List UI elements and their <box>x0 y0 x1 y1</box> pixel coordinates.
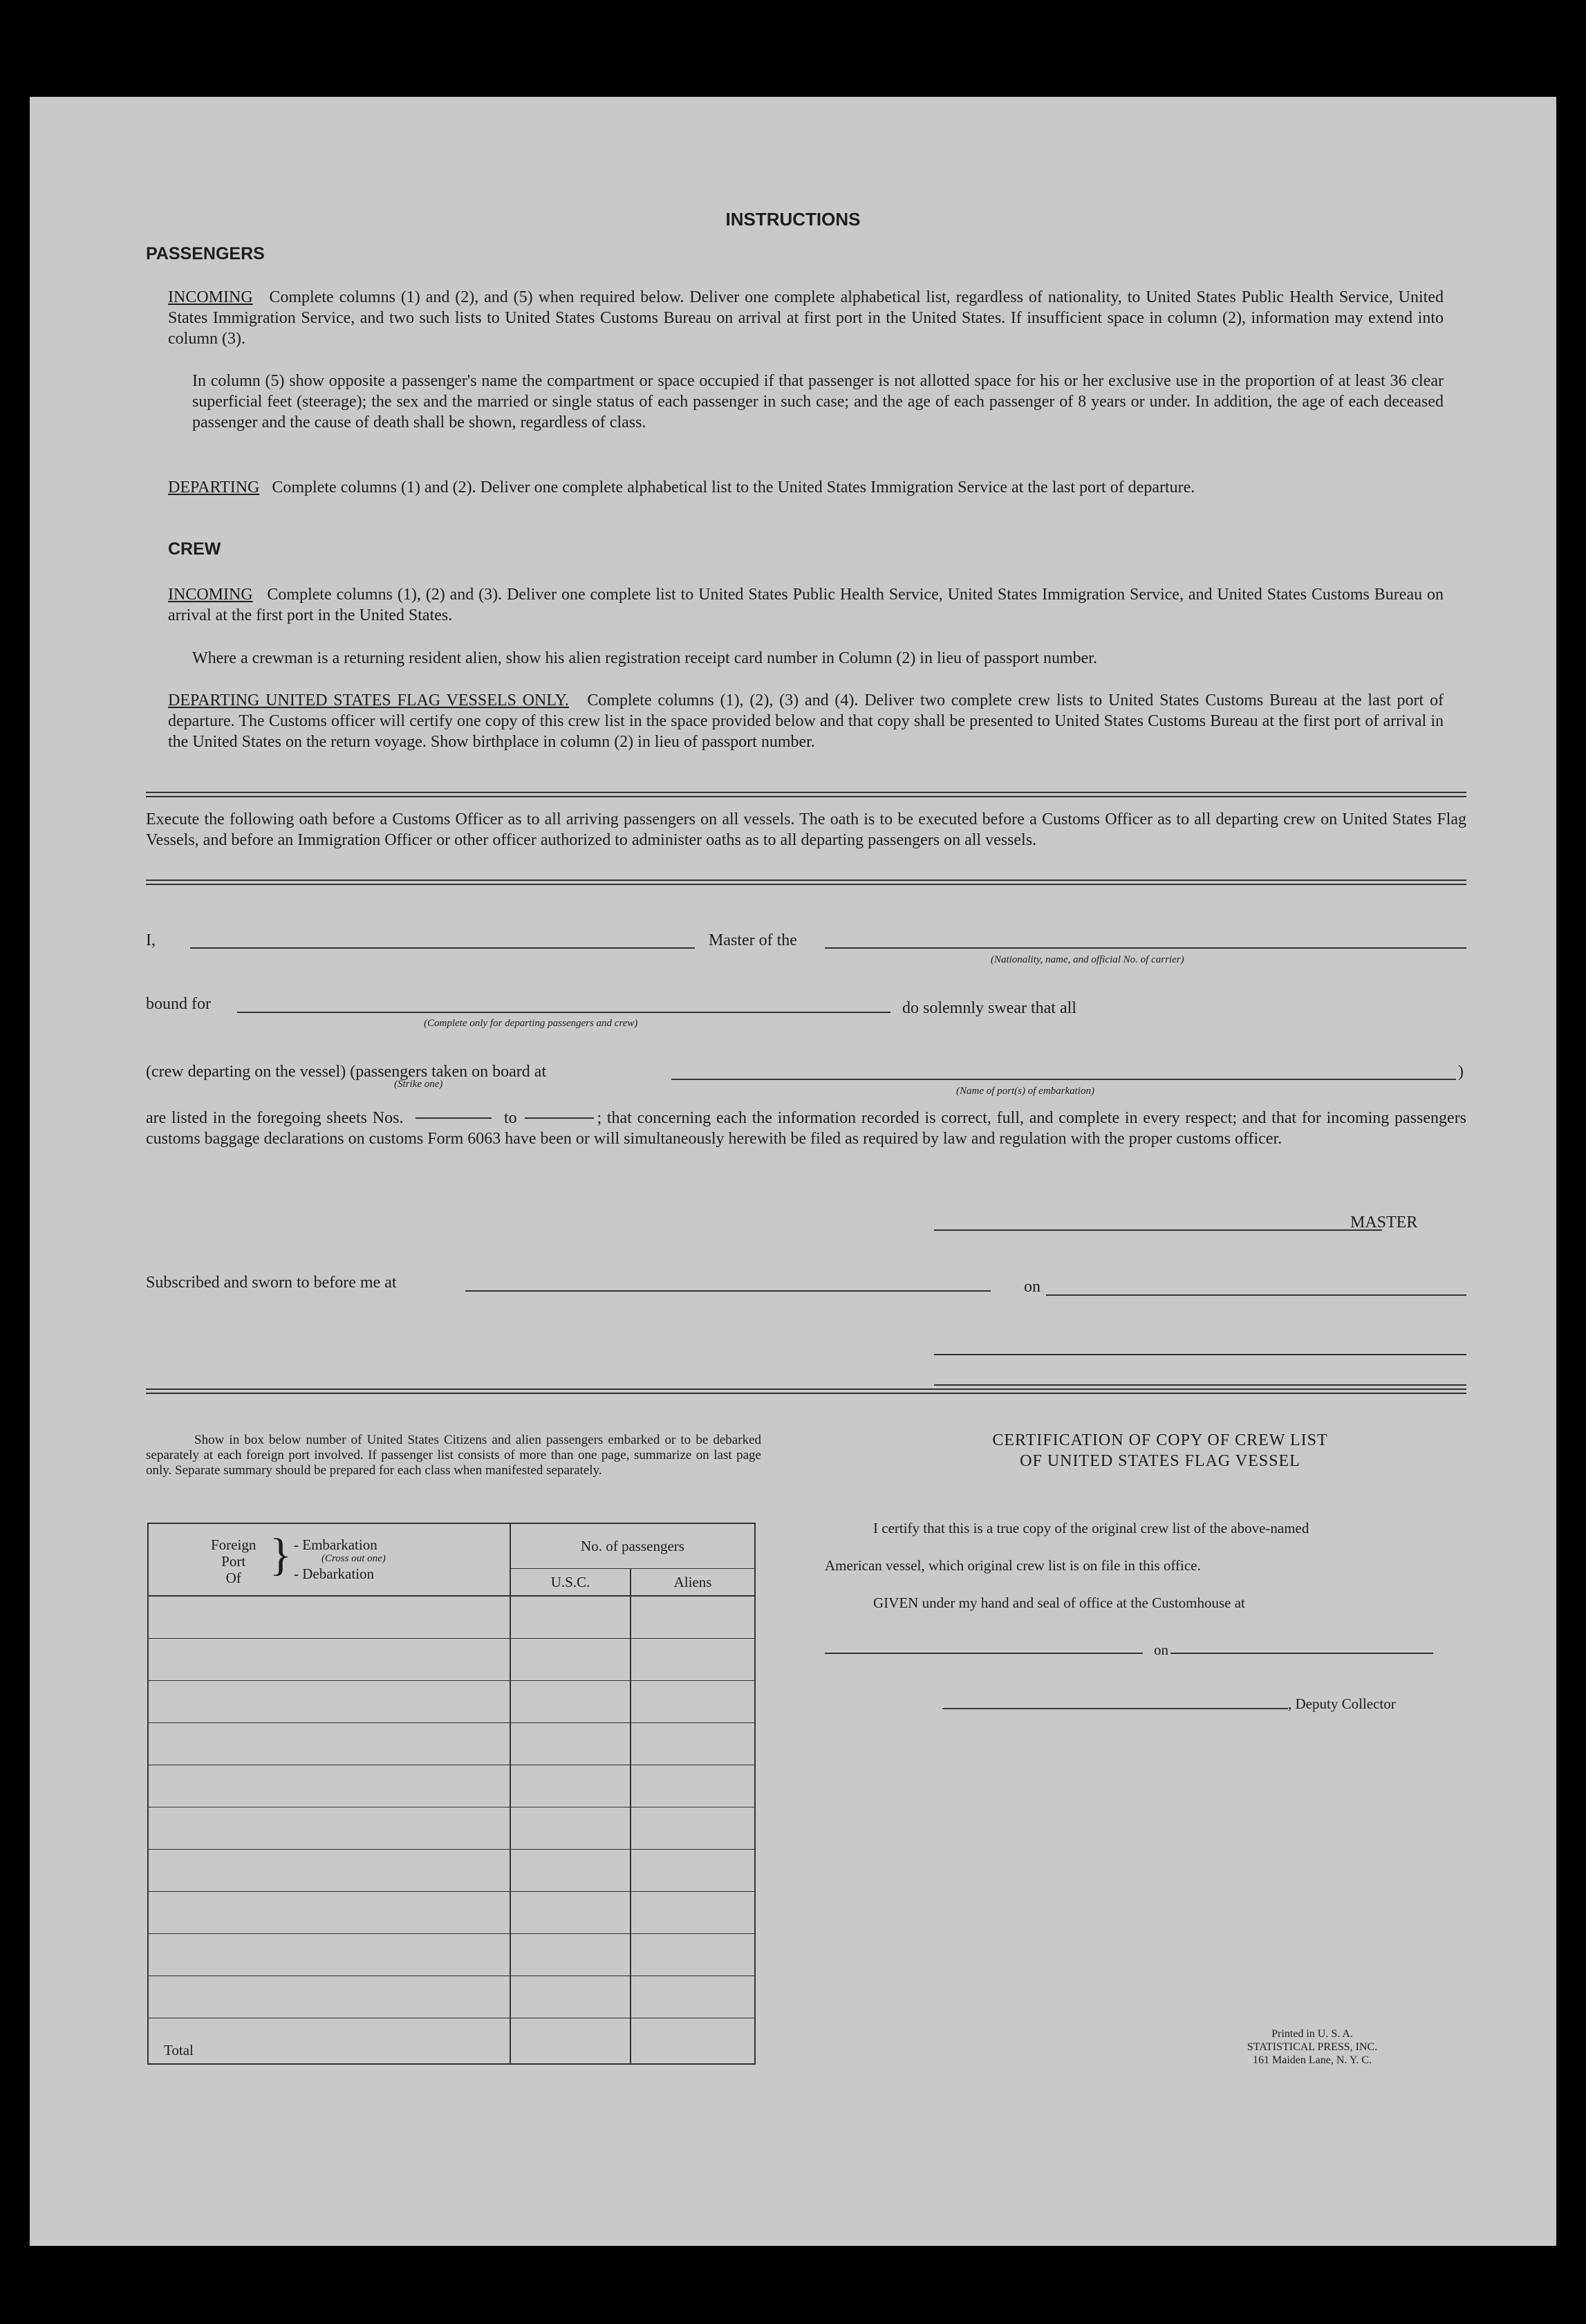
port-cell[interactable] <box>148 1807 510 1850</box>
passengers-departing-label: DEPARTING <box>168 478 260 496</box>
oath-intro: Execute the following oath before a Customs Officer as to all arriving passengers on all vessels. The oath is to be executed before a Customs Officer as to all departing crew on United States Flag Vessels, and before an Immigration Officer or other officer authorized to administer oaths as to all departing passengers on all vessels. <box>146 810 1466 849</box>
embarkation-ports-field[interactable] <box>671 1079 1456 1080</box>
summary-row <box>148 1639 755 1681</box>
divider-rule <box>146 880 1466 885</box>
port-cell[interactable] <box>148 1596 510 1639</box>
cross-out-caption: (Cross out one) <box>321 1553 386 1564</box>
aliens-cell[interactable] <box>631 1596 755 1639</box>
port-cell[interactable] <box>148 1681 510 1723</box>
cert-on-label: on <box>1154 1642 1168 1658</box>
carrier-caption: (Nationality, name, and official No. of carrier) <box>991 954 1184 965</box>
subscribed-label: Subscribed and sworn to before me at <box>146 1274 397 1292</box>
summary-row <box>148 1596 755 1639</box>
master-name-field[interactable] <box>190 947 695 949</box>
printer-imprint: Printed in U. S. A. STATISTICAL PRESS, INC. 161 Maiden Lane, N. Y. C. <box>1247 2028 1378 2066</box>
divider-rule <box>146 792 1466 797</box>
summary-row <box>148 1934 755 1976</box>
certification-title: CERTIFICATION OF COPY OF CREW LIST OF UNITED STATES FLAG VESSEL <box>992 1431 1328 1470</box>
passengers-heading: PASSENGERS <box>146 244 265 263</box>
usc-header: U.S.C. <box>510 1569 631 1597</box>
crew-incoming-text: Complete columns (1), (2) and (3). Deliver one complete list to United States Public Health Service, United States Immigration Service, and United States Customs Bureau on arrival at the first port in the United States. <box>168 586 1444 624</box>
summary-row <box>148 1807 755 1850</box>
usc-cell[interactable] <box>510 1892 631 1934</box>
master-label: MASTER <box>1350 1214 1418 1231</box>
usc-cell[interactable] <box>510 1723 631 1765</box>
total-label-cell: Total <box>148 2018 510 2065</box>
usc-cell[interactable] <box>510 1596 631 1639</box>
sheet-to-field[interactable] <box>525 1117 594 1119</box>
bound-for-caption: (Complete only for departing passengers and crew) <box>424 1018 638 1029</box>
port-cell[interactable] <box>148 1765 510 1807</box>
crew-departing-text: Complete columns (1), (2), (3) and (4). Deliver two complete crew lists to United States Customs Bureau at the last port of departure. The Customs officer will certify one copy of this crew list in the space provided below and that copy shall be presented to United States Customs Bureau at the first port of arrival in the United States on the return voyage. Show birthplace in column (2) in lieu of passport number. <box>168 691 1444 751</box>
aliens-cell[interactable] <box>631 1723 755 1765</box>
crew-incoming-label: INCOMING <box>168 586 253 604</box>
sheets-text: ; that concerning each the information recorded is correct, full, and complete in every respect; and that for incoming passengers customs baggage declarations on customs Form 6063 have been or will simultaneously herewith be filed as required by law and regulation with the proper customs officer. <box>146 1109 1467 1148</box>
crew-departing-paragraph <box>168 690 1444 752</box>
summary-row <box>148 1892 755 1934</box>
oath-i-label: I, <box>146 931 156 949</box>
passengers-incoming-paragraph <box>168 287 1444 349</box>
sworn-place-field[interactable] <box>465 1290 991 1292</box>
deputy-collector-label: , Deputy Collector <box>1288 1695 1396 1712</box>
crew-incoming-paragraph <box>168 584 1444 626</box>
usc-cell[interactable] <box>510 1850 631 1892</box>
american-vessel-text: American vessel, which original crew list is on file in this office. <box>825 1557 1201 1574</box>
master-of-label: Master of the <box>709 931 797 949</box>
deputy-collector-field[interactable] <box>942 1708 1288 1709</box>
crew-departing-label: DEPARTING UNITED STATES FLAG VESSELS ONLY. <box>168 691 569 709</box>
certify-text: I certify that this is a true copy of the original crew list of the above-named <box>873 1520 1309 1536</box>
usc-cell[interactable] <box>510 1934 631 1976</box>
passengers-column5-paragraph: In column (5) show opposite a passenger's name the compartment or space occupied if that passenger is not allotted space for his or her exclusive use in the proportion of at least 36 clear superficial feet (steerage); the sex and the married or single status of each passenger in such case; and the age of each passenger of 8 years or under. In addition, the age of each deceased passenger and the cause of death shall be shown, regardless of class. <box>192 372 1444 431</box>
officer-signature-field[interactable] <box>934 1354 1466 1355</box>
aliens-header: Aliens <box>631 1569 755 1597</box>
aliens-cell[interactable] <box>631 1681 755 1723</box>
crew-departing-passengers-text: (crew departing on the vessel) (passengers taken on board at <box>146 1063 547 1081</box>
master-signature-field[interactable] <box>934 1229 1382 1231</box>
aliens-cell[interactable] <box>631 1807 755 1850</box>
cert-date-field[interactable] <box>1170 1653 1433 1654</box>
summary-row <box>148 1850 755 1892</box>
summary-row <box>148 1765 755 1807</box>
aliens-cell[interactable] <box>631 1934 755 1976</box>
sheets-prefix: are listed in the foregoing sheets Nos. <box>146 1109 404 1127</box>
aliens-cell[interactable] <box>631 1850 755 1892</box>
passengers-incoming-text: Complete columns (1) and (2), and (5) when required below. Deliver one complete alphabetical list, regardless of nationality, to United States Public Health Service, United States Immigration Service, and two such lists to United States Customs Bureau on arrival at first port in the United States. If insufficient space in column (2), information may extend into column (3). <box>168 288 1444 348</box>
sheet-from-field[interactable] <box>416 1117 492 1119</box>
strike-one-caption: (Strike one) <box>394 1079 443 1090</box>
aliens-cell[interactable] <box>631 1892 755 1934</box>
passenger-summary-table <box>147 1523 756 2065</box>
aliens-cell[interactable] <box>631 1639 755 1681</box>
usc-cell[interactable] <box>510 1976 631 2018</box>
no-of-passengers-header: No. of passengers <box>510 1523 755 1569</box>
instructions-title: INSTRUCTIONS <box>725 209 861 230</box>
sworn-on-label: on <box>1024 1278 1041 1296</box>
port-header-cell <box>148 1523 510 1596</box>
usc-cell[interactable] <box>510 1639 631 1681</box>
crew-resident-paragraph: Where a crewman is a returning resident alien, show his alien registration receipt card number in Column (2) in lieu of passport number. <box>192 649 1097 667</box>
summary-row <box>148 1723 755 1765</box>
carrier-field[interactable] <box>825 947 1466 949</box>
port-cell[interactable] <box>148 1892 510 1934</box>
sheets-paragraph <box>146 1108 1466 1149</box>
total-usc-cell[interactable] <box>510 2018 631 2065</box>
officer-title-field[interactable] <box>934 1384 1466 1386</box>
usc-cell[interactable] <box>510 1765 631 1807</box>
bound-for-field[interactable] <box>237 1012 890 1013</box>
foreign-port-of-label: Foreign Port Of <box>211 1536 256 1586</box>
customhouse-field[interactable] <box>825 1653 1143 1654</box>
usc-cell[interactable] <box>510 1681 631 1723</box>
summary-note: Show in box below number of United States Citizens and alien passengers embarked or to be debarked separately at each foreign port involved. If passenger list consists of more than one page, summarize on last page only. Separate summary should be prepared for each class when manifested separately. <box>146 1433 761 1478</box>
port-cell[interactable] <box>148 1976 510 2018</box>
port-cell[interactable] <box>148 1934 510 1976</box>
total-aliens-cell[interactable] <box>631 2018 755 2065</box>
brace-icon: } <box>270 1530 292 1580</box>
crew-heading: CREW <box>168 539 221 559</box>
swear-text: do solemnly swear that all <box>902 999 1076 1017</box>
passengers-departing-text: Complete columns (1) and (2). Deliver one complete alphabetical list to the United States Immigration Service at the last port of departure. <box>272 478 1195 496</box>
given-text: GIVEN under my hand and seal of office at the Customhouse at <box>873 1595 1245 1611</box>
summary-row <box>148 1976 755 2018</box>
form-page <box>30 97 1556 2246</box>
bound-for-label: bound for <box>146 995 211 1013</box>
port-cell[interactable] <box>148 1850 510 1892</box>
debarkation-option[interactable]: - Debarkation <box>294 1565 375 1582</box>
passengers-incoming-label: INCOMING <box>168 288 253 306</box>
port-cell[interactable] <box>148 1639 510 1681</box>
passengers-departing-paragraph <box>168 477 1444 498</box>
sheets-to-label: to <box>504 1109 517 1127</box>
embarkation-option[interactable]: - Embarkation <box>294 1536 377 1553</box>
port-cell[interactable] <box>148 1723 510 1765</box>
aliens-cell[interactable] <box>631 1765 755 1807</box>
ports-caption: (Name of port(s) of embarkation) <box>956 1086 1094 1097</box>
close-paren: ) <box>1458 1063 1464 1081</box>
sworn-date-field[interactable] <box>1046 1294 1466 1296</box>
summary-row <box>148 1681 755 1723</box>
usc-cell[interactable] <box>510 1807 631 1850</box>
divider-rule <box>146 1388 1466 1394</box>
aliens-cell[interactable] <box>631 1976 755 2018</box>
